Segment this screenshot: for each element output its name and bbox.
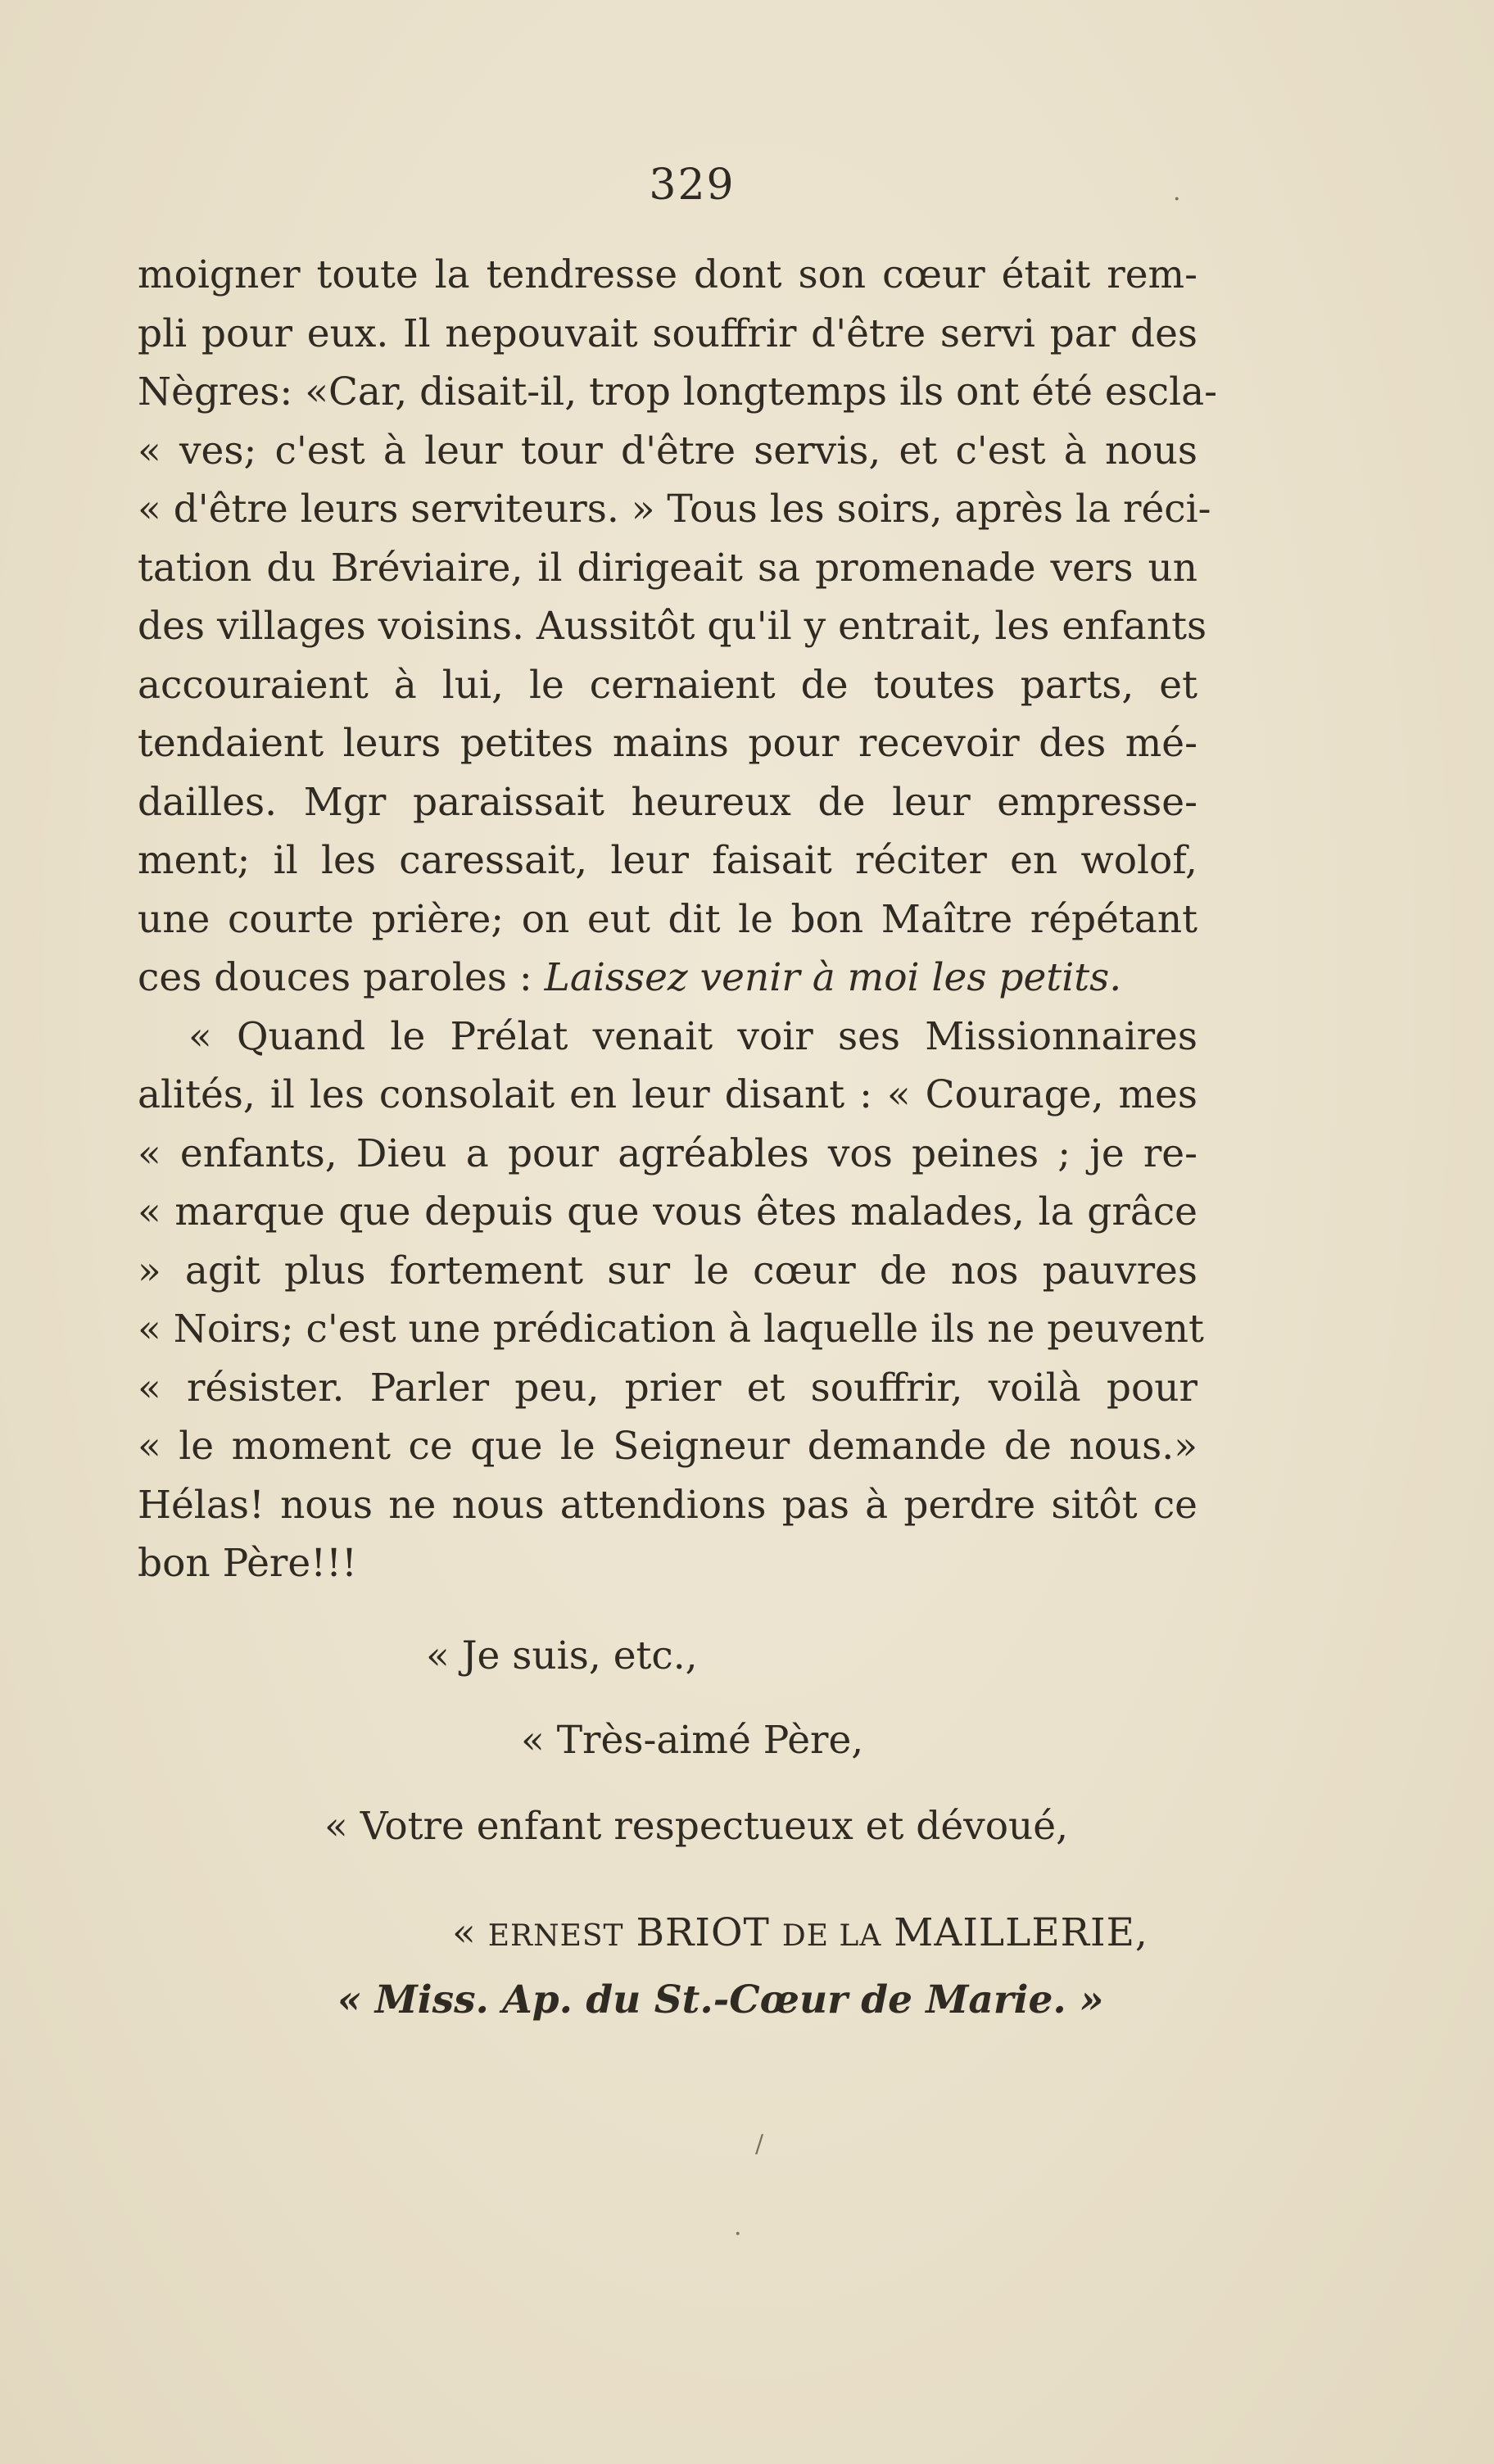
text-line: moigner toute la tendresse dont son cœur était rem-	[138, 252, 1197, 297]
text-line-last	[138, 949, 1197, 1008]
text-line: « Quand le Prélat venait voir ses Missionnaires	[188, 1013, 1197, 1059]
stray-dot-mark-bottom: ·	[734, 2220, 742, 2249]
signature-surname-2: MAILLERIE,	[894, 1910, 1148, 1955]
text-line: alités, il les consolait en leur disant : « Courage, mes	[138, 1072, 1197, 1117]
paragraph-1	[138, 246, 1218, 1008]
text-line: des villages voisins. Aussitôt qu'il y entrait, les enfants	[138, 604, 1207, 649]
signature-name	[452, 1909, 1148, 1961]
text-line: « ves; c'est à leur tour d'être servis, et c'est à nous	[138, 428, 1197, 473]
closing-signoff: « Votre enfant respectueux et dévoué,	[324, 1804, 1069, 1849]
text-line: tendaient leurs petites mains pour recevoir des mé-	[138, 721, 1197, 766]
signature-title: « Miss. Ap. du St.-Cœur de Marie. »	[337, 1977, 1104, 2022]
italic-quote: Laissez venir à moi les petits.	[544, 955, 1122, 1000]
signature-surname: BRIOT	[636, 1910, 770, 1955]
text-line: ment; il les caressait, leur faisait réciter en wolof,	[138, 838, 1197, 883]
signature-first-name: ERNEST	[487, 1919, 624, 1953]
text-line: « résister. Parler peu, prier et souffrir, voilà pour	[138, 1365, 1197, 1411]
closing-salutation: « Je suis, etc.,	[426, 1633, 698, 1678]
text-line: « le moment ce que le Seigneur demande de nous.»	[138, 1424, 1197, 1469]
text-run: ces douces paroles :	[138, 955, 545, 1000]
stray-dot-mark: ·	[1173, 185, 1181, 214]
text-line: Nègres: «Car, disait-il, trop longtemps ils ont été escla-	[138, 369, 1218, 414]
text-line: « marque que depuis que vous êtes malades, la grâce	[138, 1189, 1197, 1234]
text-line: « Noirs; c'est une prédication à laquelle ils ne peuvent	[138, 1307, 1204, 1352]
page-number: 329	[649, 161, 736, 210]
signature-particle: DE LA	[781, 1919, 882, 1953]
paragraph-2	[138, 1008, 1204, 1593]
text-line: dailles. Mgr paraissait heureux de leur empresse-	[138, 779, 1197, 825]
signature-open-quote: «	[452, 1910, 488, 1955]
text-line-last: bon Père!!!	[138, 1541, 357, 1586]
text-line: une courte prière; on eut dit le bon Maître répétant	[138, 896, 1197, 942]
stray-tick-mark: /	[755, 2130, 764, 2158]
text-line: » agit plus fortement sur le cœur de nos pauvres	[138, 1248, 1197, 1293]
closing-address: « Très-aimé Père,	[521, 1718, 864, 1763]
text-line: « enfants, Dieu a pour agréables vos peines ; je re-	[138, 1130, 1197, 1176]
text-line: Hélas! nous ne nous attendions pas à perdre sitôt ce	[138, 1482, 1197, 1528]
text-line: « d'être leurs serviteurs. » Tous les soirs, après la réci-	[138, 487, 1211, 532]
letter-body	[138, 246, 1218, 1593]
text-line: tation du Bréviaire, il dirigeait sa promenade vers un	[138, 545, 1197, 591]
text-line: pli pour eux. Il nepouvait souffrir d'être servi par des	[138, 310, 1197, 356]
text-line: accouraient à lui, le cernaient de toutes parts, et	[138, 662, 1197, 708]
